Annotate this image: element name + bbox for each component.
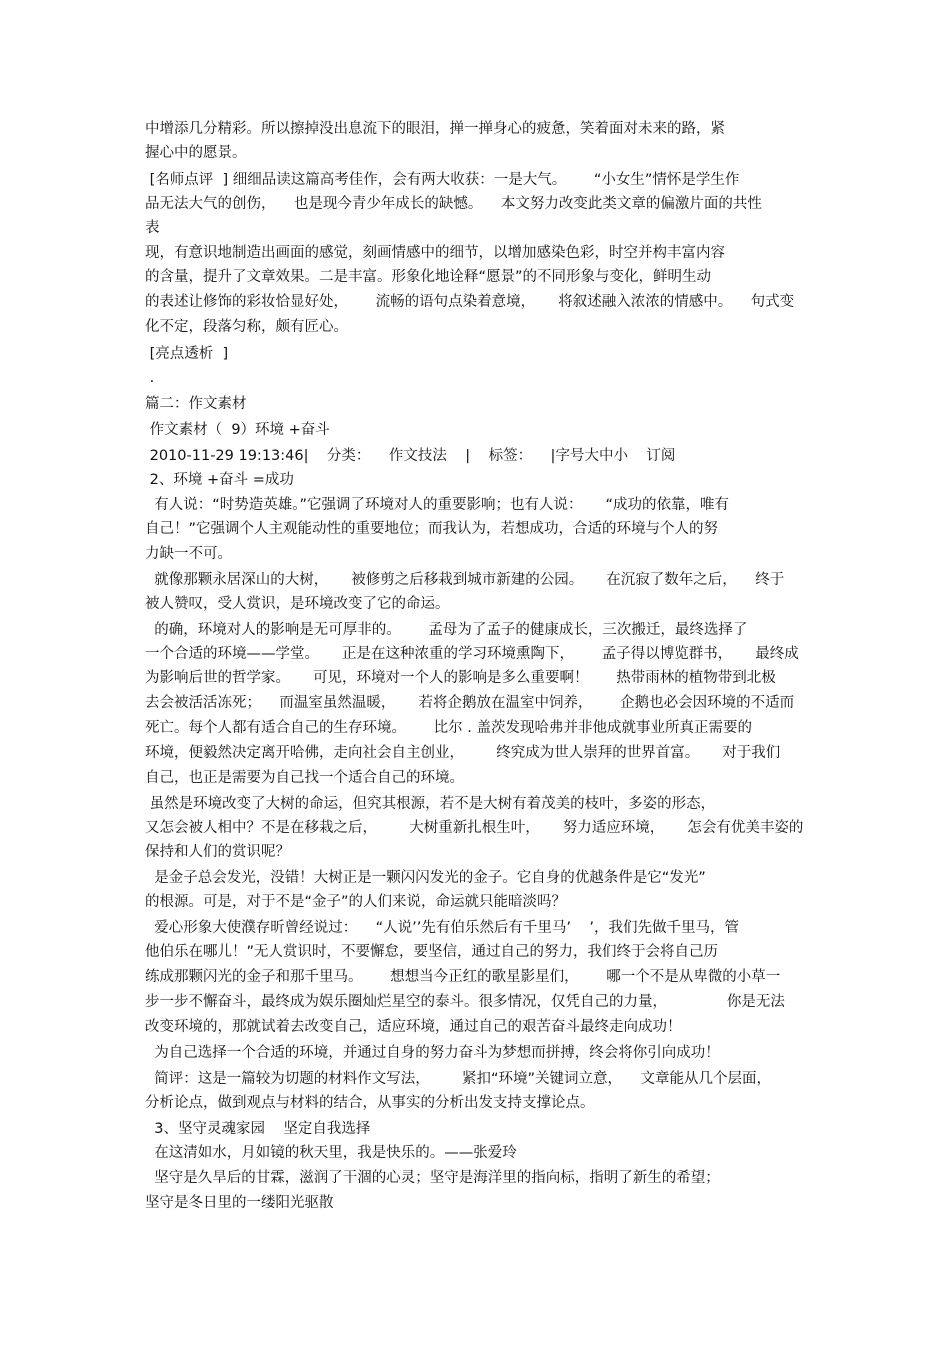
text-line: 中增添几分精彩。所以擦掉没出息流下的眼泪，掸一掸身心的疲惫，笑着面对未来的路，紧 [145,121,725,137]
text-line: 又怎会被人相中？不是在移栽之后， 大树重新扎根生叶， 努力适应环境， 怎会有优美丰姿的 [145,820,804,836]
text-line: 死亡。每个人都有适合自己的生存环境。 比尔 . 盖茨发现哈弗并非他成就事业所真正需要的 [145,720,752,736]
text-line: 保持和人们的赏识呢？ [145,844,290,860]
text-line: 是金子总会发光，没错！大树正是一颗闪闪发光的金子。它自身的优越条件是它“发光” [145,870,706,886]
text-line: 练成那颗闪光的金子和那千里马。 想想当今正红的歌星影星们， 哪一个不是从卑微的小草一 [145,969,781,985]
text-line: 现，有意识地制造出画面的感觉，刻画情感中的细节，以增加感染色彩，时空并构丰富内容 [145,245,725,261]
text-line: 改变环境的，那就试着去改变自己，适应环境，通过自己的艰苦奋斗最终走向成功！ [145,1019,682,1035]
text-line: 他伯乐在哪儿！”无人赏识时，不要懈怠，要坚信，通过自己的努力，我们终于会将自己历 [145,944,719,960]
text-line: [亮点透析 ] [145,346,229,362]
text-line: 步一步不懈奋斗，最终成为娱乐圈灿烂星空的泰斗。很多情况，仅凭自己的力量， 你是无法 [145,994,785,1010]
text-line: 一个合适的环境——学堂。 正是在这种浓重的学习环境熏陶下， 孟子得以博览群书， 最终成 [145,646,799,662]
text-line: 的表述让修饰的彩妆恰显好处， 流畅的语句点染着意境， 将叙述融入浓浓的情感中。 句式变 [145,294,795,310]
text-line: . [145,370,155,386]
text-line: 在这清如水，月如镜的秋天里，我是快乐的。——张爱玲 [145,1145,517,1161]
text-line: 分析论点，做到观点与材料的结合，从事实的分析出发支持支撑论点。 [145,1095,595,1111]
text-line: 为自己选择一个合适的环境，并通过自身的努力奋斗为梦想而拼搏，终会将你引向成功！ [145,1045,720,1061]
text-line: 自己！”它强调个人主观能动性的重要地位；而我认为，若想成功，合适的环境与个人的努 [145,521,719,537]
text-line: 3、坚守灵魂家园 坚定自我选择 [145,1121,371,1137]
text-line: 的含量，提升了文章效果。二是丰富。形象化地诠释“愿景”的不同形象与变化，鲜明生动 [145,269,712,285]
text-line: 的根源。可是，对于不是“金子”的人们来说，命运就只能暗淡吗？ [145,894,567,910]
text-line: 2、环境 +奋斗 =成功 [145,472,294,488]
text-line: 环境，便毅然决定离开哈佛，走向社会自主创业， 终究成为世人崇拜的世界首富。 对于我们 [145,745,781,761]
text-line: 被人赞叹，受人赏识，是环境改变了它的命运。 [145,596,450,612]
text-line: 去会被活活冻死； 而温室虽然温暖， 若将企鹅放在温室中饲养， 企鹅也必会因环境的不适而 [145,695,795,711]
text-line: 作文素材（ 9）环境 +奋斗 [145,422,330,438]
text-line: 的确，环境对人的影响是无可厚非的。 孟母为了孟子的健康成长，三次搬迁，最终选择了 [145,622,748,638]
text-line: 品无法大气的创伤， 也是现今青少年成长的缺憾。 本文努力改变此类文章的偏激片面的共性 [145,196,762,212]
text-line: 有人说：“时势造英雄。”它强调了环境对人的重要影响；也有人说： “成功的依靠，唯有 [145,497,730,513]
text-line: 2010-11-29 19:13:46| 分类： 作文技法 | 标签： |字号大中小 订阅 [145,448,676,464]
text-line: 化不定，段落匀称，颇有匠心。 [145,319,348,335]
text-line: 自己，也正是需要为自己找一个适合自己的环境。 [145,770,464,786]
text-line: 表 [145,220,160,236]
section-heading: 篇二：作文素材 [145,396,247,412]
text-line: 坚守是冬日里的一缕阳光驱散 [145,1195,334,1211]
text-line: 简评：这是一篇较为切题的材料作文写法， 紧扣“环境”关键词立意， 文章能从几个层面， [145,1071,771,1087]
text-line: 坚守是久旱后的甘霖，滋润了干涸的心灵；坚守是海洋里的指向标，指明了新生的希望； [145,1170,720,1186]
text-line: 力缺一不可。 [145,546,232,562]
text-line: 虽然是环境改变了大树的命运，但究其根源，若不是大树有着茂美的枝叶，多姿的形态， [145,796,716,812]
text-line: 为影响后世的哲学家。 可见，环境对一个人的影响是多么重要啊！ 热带雨林的植物带到北极 [145,670,776,686]
text-line: [名师点评 ] 细细品读这篇高考佳作，会有两大收获：一是大气。 “小女生”情怀是学生作 [145,172,740,188]
text-line: 就像那颗永居深山的大树， 被修剪之后移栽到城市新建的公园。 在沉寂了数年之后， 终于 [145,572,785,588]
text-line: 握心中的愿景。 [145,145,247,161]
text-line: 爱心形象大使濮存昕曾经说过： “人说’’先有伯乐然后有千里马’ ’，我们先做千里马，管 [145,920,740,936]
